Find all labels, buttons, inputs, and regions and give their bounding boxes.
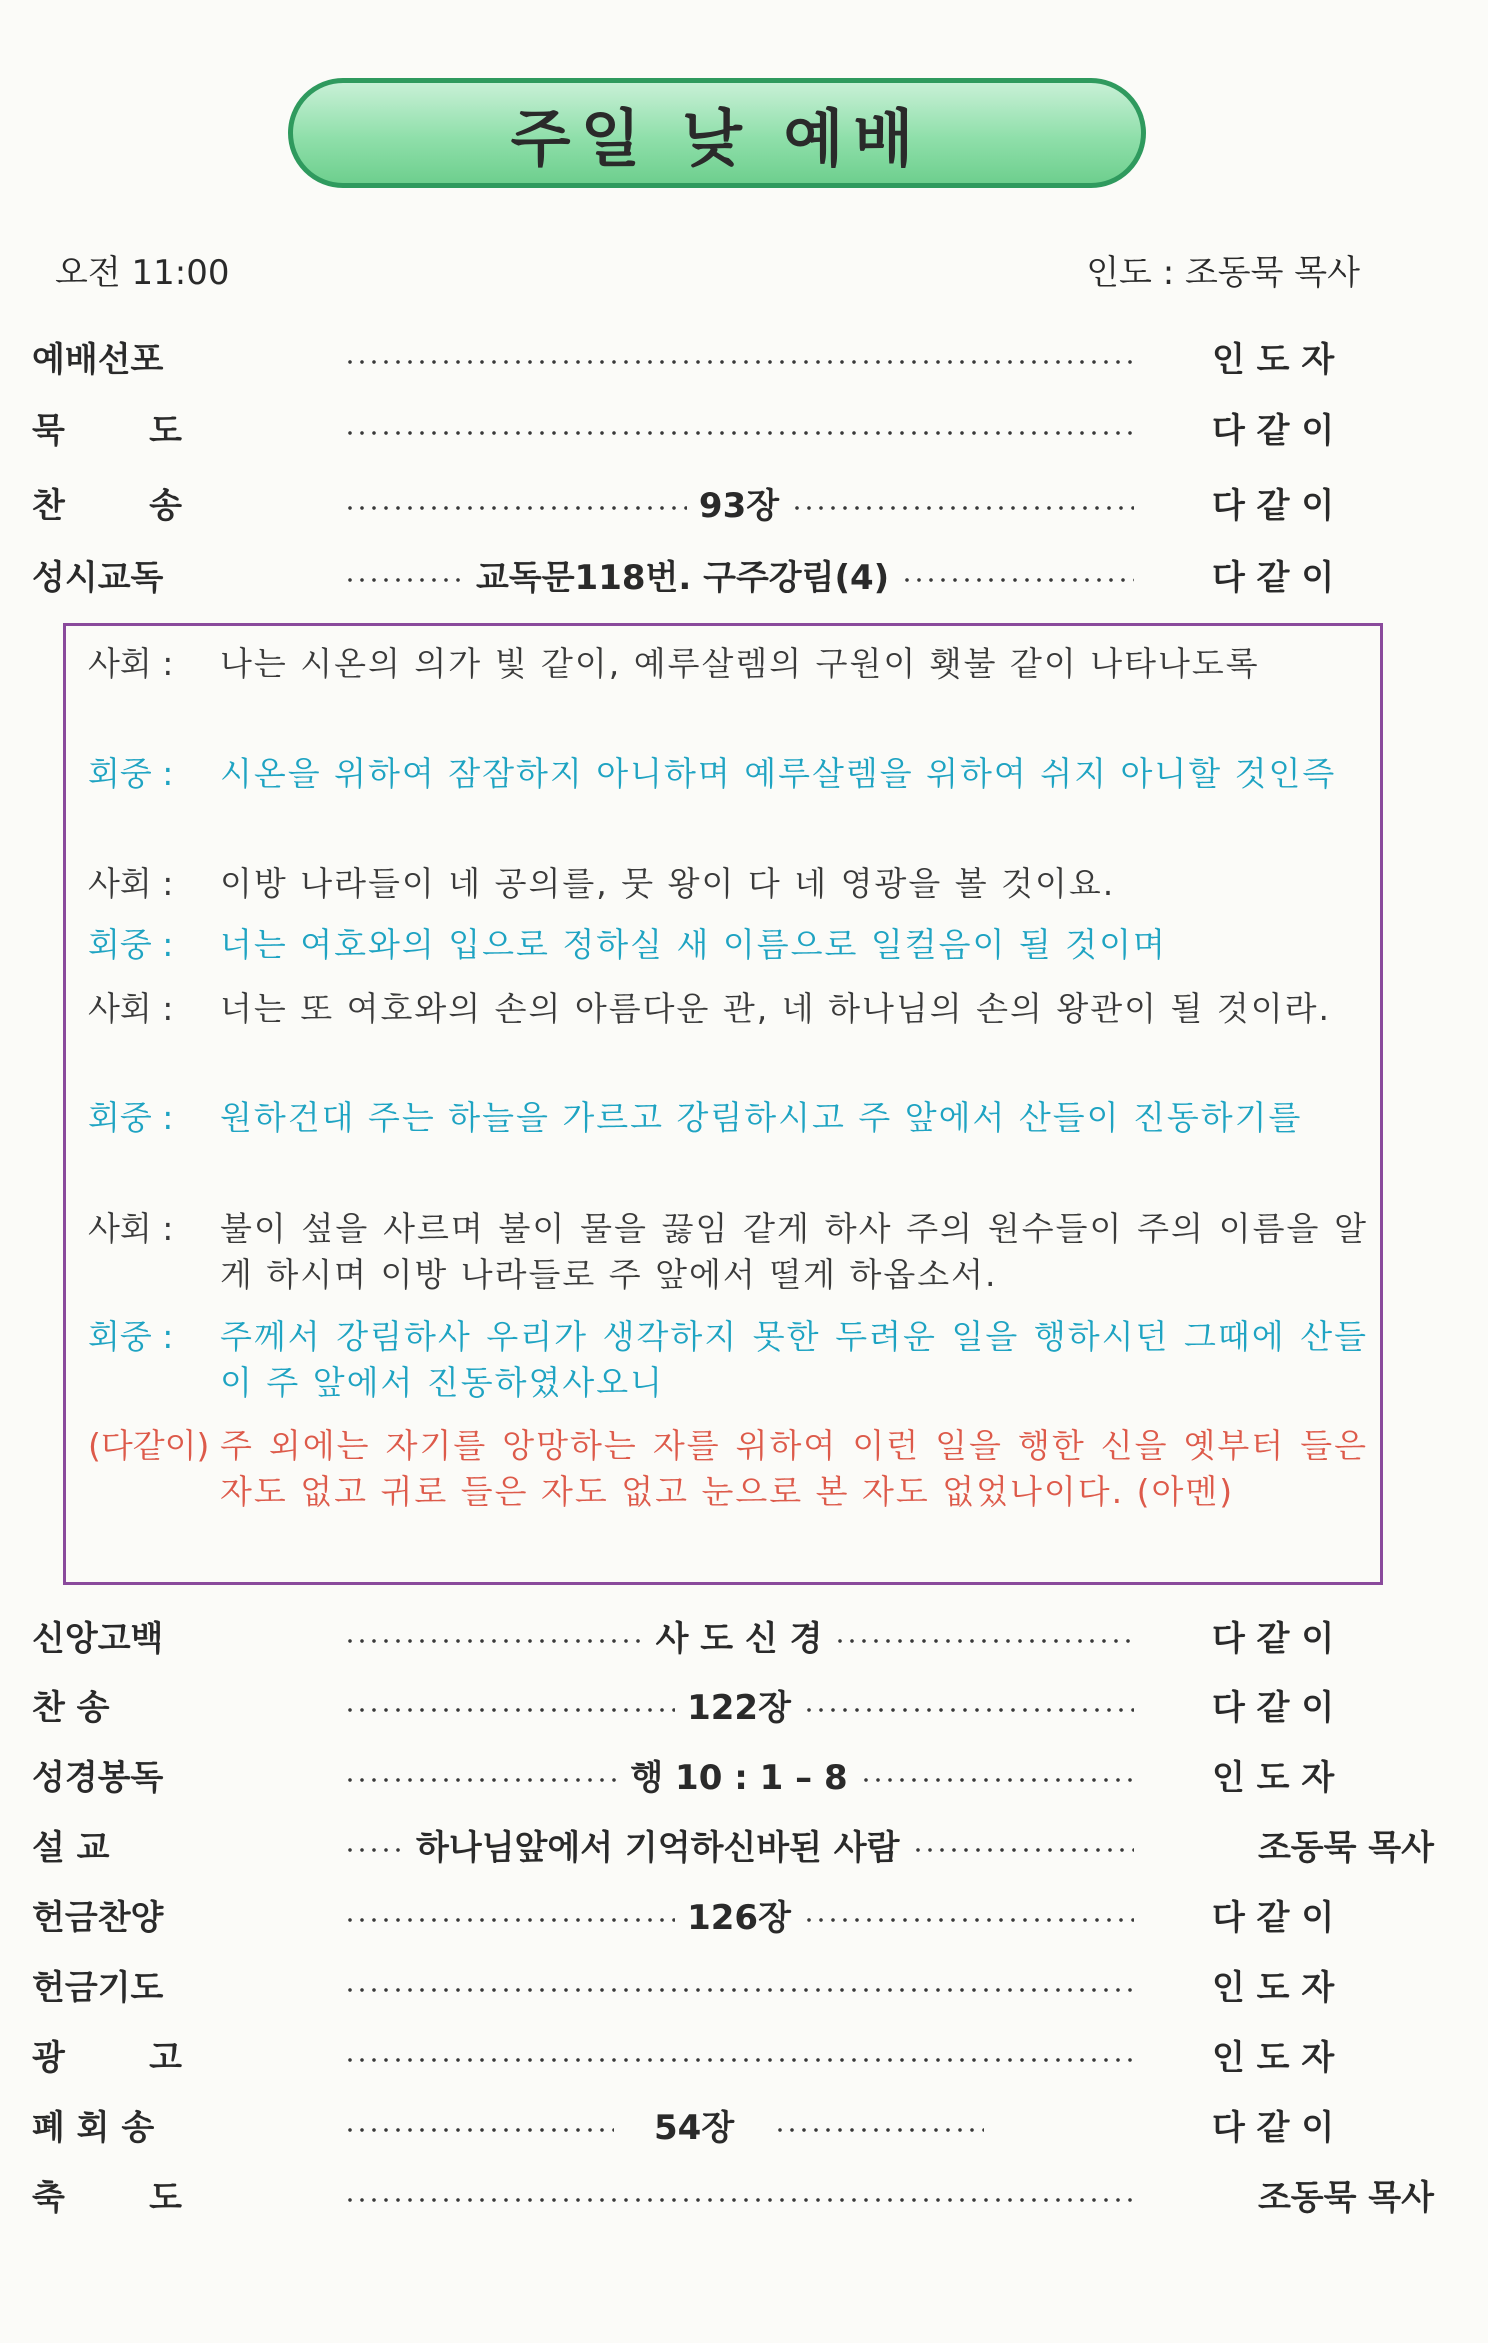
service-time: 오전 11:00	[55, 253, 230, 293]
reading-text: 나는 시온의 의가 빛 같이, 예루살렘의 구원이 횃불 같이 나타나도록	[220, 644, 1260, 683]
order-detail: 54장	[654, 2107, 735, 2148]
order-label: 예배선포	[32, 339, 164, 380]
order-row	[32, 1746, 1404, 1802]
order-detail: 93장	[698, 485, 780, 526]
order-performer: 다 같 이	[1212, 1897, 1335, 1938]
order-label: 헌금기도	[32, 1967, 164, 2008]
order-detail: 하나님앞에서 기억하신바된 사람	[416, 1827, 900, 1868]
speaker-label: 사회 :	[88, 1209, 174, 1248]
order-detail: 사 도 신 경	[655, 1618, 823, 1659]
order-row	[32, 1676, 1404, 1732]
order-label: 폐 회 송	[32, 2107, 155, 2148]
order-leader-dots	[344, 1886, 1134, 1942]
order-performer: 인 도 자	[1212, 2037, 1335, 2078]
speaker-label: 사회 :	[88, 989, 174, 1028]
reading-text: 너는 여호와의 입으로 정하실 새 이름으로 일컬음이 될 것이며	[220, 925, 1167, 964]
order-row	[32, 2166, 1434, 2222]
order-performer: 다 같 이	[1212, 557, 1335, 598]
order-label: 신앙고백	[32, 1618, 164, 1659]
speaker-label: 회중 :	[88, 1317, 174, 1356]
order-performer: 조동묵 목사	[1257, 2177, 1434, 2218]
order-row	[32, 2026, 1404, 2082]
order-leader-dots	[344, 1816, 1134, 1872]
order-leader-dots	[344, 1607, 1134, 1663]
responsive-line	[88, 1314, 1368, 1406]
page-title-banner	[288, 78, 1146, 188]
order-leader-dots	[344, 328, 1134, 384]
order-performer: 다 같 이	[1212, 410, 1335, 451]
order-performer: 다 같 이	[1212, 2107, 1335, 2148]
order-label: 헌금찬양	[32, 1897, 164, 1938]
order-detail: 122장	[687, 1687, 791, 1728]
order-performer: 인 도 자	[1212, 339, 1335, 380]
order-label: 축 도	[32, 2177, 182, 2218]
reading-text: 불이 섶을 사르며 불이 물을 끓임 같게 하사 주의 원수들이 주의 이름을 알게 하시며 이방 나라들로 주 앞에서 떨게 하옵소서.	[220, 1209, 1368, 1294]
order-row	[32, 328, 1404, 384]
responsive-line	[88, 1206, 1368, 1298]
responsive-line	[88, 751, 1368, 797]
order-row	[32, 546, 1404, 602]
responsive-line	[88, 1423, 1368, 1515]
responsive-line	[88, 861, 1368, 907]
order-leader-dots	[344, 2026, 1134, 2082]
order-leader-dots	[344, 546, 1134, 602]
order-performer: 인 도 자	[1212, 1757, 1335, 1798]
order-row	[32, 474, 1404, 530]
order-label: 성경봉독	[32, 1757, 164, 1798]
reading-text: 원하건대 주는 하늘을 가르고 강림하시고 주 앞에서 산들이 진동하기를	[220, 1098, 1303, 1137]
reading-text: 주께서 강림하사 우리가 생각하지 못한 두려운 일을 행하시던 그때에 산들이 주 앞에서 진동하였사오니	[220, 1317, 1368, 1402]
speaker-label: 회중 :	[88, 754, 174, 793]
order-leader-dots	[344, 1956, 1134, 2012]
order-leader-dots	[344, 2096, 1134, 2152]
order-detail: 126장	[687, 1897, 791, 1938]
order-label: 광 고	[32, 2037, 182, 2078]
order-label: 묵 도	[32, 410, 182, 451]
order-performer: 다 같 이	[1212, 485, 1335, 526]
responsive-line	[88, 986, 1368, 1032]
speaker-label: 사회 :	[88, 644, 174, 683]
order-label: 성시교독	[32, 557, 164, 598]
speaker-label: 회중 :	[88, 1098, 174, 1137]
page-title: 주일 낮 예배	[510, 101, 924, 175]
order-row	[32, 2096, 1404, 2152]
responsive-line	[88, 641, 1368, 687]
reading-text: 주 외에는 자기를 앙망하는 자를 위하여 이런 일을 행한 신을 옛부터 들은 자도 없고 귀로 들은 자도 없고 눈으로 본 자도 없었나이다. (아멘)	[220, 1426, 1368, 1511]
reading-text: 너는 또 여호와의 손의 아름다운 관, 네 하나님의 손의 왕관이 될 것이라.	[220, 989, 1331, 1028]
order-detail: 교독문118번. 구주강림(4)	[476, 557, 890, 598]
responsive-line	[88, 922, 1368, 968]
order-leader-dots	[344, 1676, 1134, 1732]
order-performer: 인 도 자	[1212, 1967, 1335, 2008]
speaker-label: 회중 :	[88, 925, 174, 964]
order-leader-dots	[344, 2166, 1134, 2222]
order-performer: 다 같 이	[1212, 1618, 1335, 1659]
order-label: 찬 송	[32, 485, 182, 526]
order-row	[32, 1886, 1404, 1942]
order-leader-dots	[344, 1746, 1134, 1802]
order-row	[32, 1607, 1404, 1663]
order-row	[32, 399, 1404, 455]
speaker-label: (다같이)	[88, 1426, 210, 1465]
reading-text: 이방 나라들이 네 공의를, 뭇 왕이 다 네 영광을 볼 것이요.	[220, 864, 1116, 903]
order-row	[32, 1956, 1404, 2012]
service-leader: 인도 : 조동묵 목사	[1086, 253, 1360, 293]
order-row	[32, 1816, 1434, 1872]
order-label: 설 교	[32, 1827, 110, 1868]
order-leader-dots	[344, 399, 1134, 455]
speaker-label: 사회 :	[88, 864, 174, 903]
order-label: 찬 송	[32, 1687, 110, 1728]
responsive-line	[88, 1095, 1368, 1141]
order-performer: 조동묵 목사	[1257, 1827, 1434, 1868]
order-detail: 행 10 : 1 – 8	[630, 1757, 848, 1798]
reading-text: 시온을 위하여 잠잠하지 아니하며 예루살렘을 위하여 쉬지 아니할 것인즉	[220, 754, 1337, 793]
order-performer: 다 같 이	[1212, 1687, 1335, 1728]
order-leader-dots	[344, 474, 1134, 530]
